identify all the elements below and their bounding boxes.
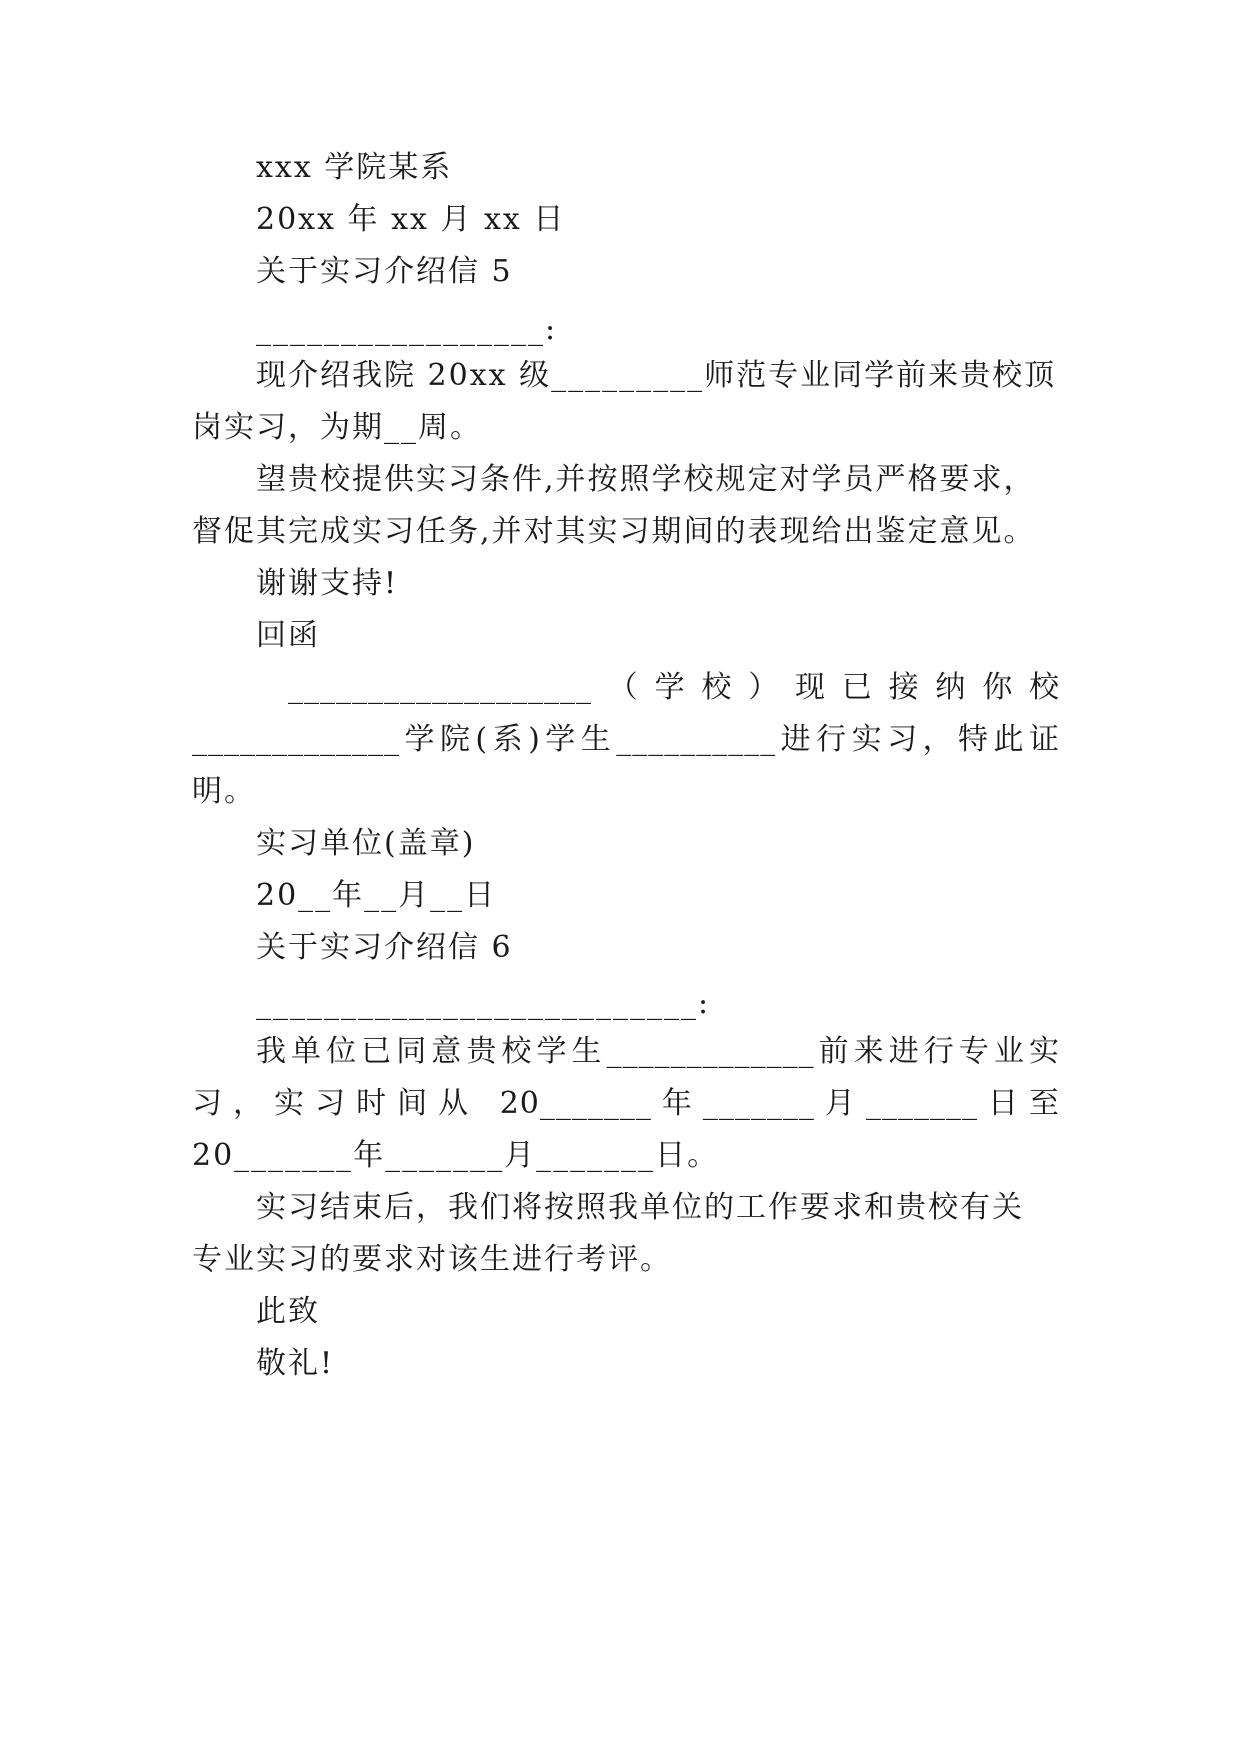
letter-6-title: 关于实习介绍信 6 — [256, 930, 513, 965]
closing-line-1: 此致 — [256, 1294, 320, 1329]
request-line-1: 望贵校提供实习条件,并按照学校规定对学员严格要求， — [256, 462, 1036, 497]
intro-line-1: 现介绍我院 20xx 级_________师范专业同学前来贵校顶 — [256, 358, 1057, 393]
letter-6-addressee: __________________________: — [256, 986, 711, 1021]
reply-title: 回函 — [256, 618, 320, 653]
after-line-1: 实习结束后，我们将按照我单位的工作要求和贵校有关 — [256, 1190, 1024, 1225]
reply-line-2: _____________学院(系)学生__________进行实习，特此证 — [192, 722, 1060, 757]
agree-line-2: 习，实习时间从 20_______年_______月_______日至 — [192, 1086, 1060, 1121]
agree-line-3: 20_______年_______月_______日。 — [192, 1138, 720, 1173]
date-line: 20xx 年 xx 月 xx 日 — [256, 202, 566, 237]
blank-date-line: 20__年__月__日 — [256, 878, 497, 913]
reply-line-3: 明。 — [192, 774, 256, 809]
agree-line-1: 我单位已同意贵校学生_____________前来进行专业实 — [256, 1034, 1060, 1069]
after-line-2: 专业实习的要求对该生进行考评。 — [192, 1242, 672, 1277]
reply-line-1: ___________________（学校）现已接纳你校 — [288, 670, 1060, 705]
closing-line-2: 敬礼! — [256, 1346, 335, 1381]
request-line-2: 督促其完成实习任务,并对其实习期间的表现给出鉴定意见。 — [192, 514, 1036, 549]
intro-line-2: 岗实习，为期__周。 — [192, 410, 482, 445]
letter-5-addressee: _________________: — [256, 312, 558, 347]
sender-line: xxx 学院某系 — [256, 150, 453, 185]
letter-5-title: 关于实习介绍信 5 — [256, 254, 513, 289]
unit-seal-line: 实习单位(盖章) — [256, 826, 476, 861]
thanks-line: 谢谢支持! — [256, 566, 399, 601]
